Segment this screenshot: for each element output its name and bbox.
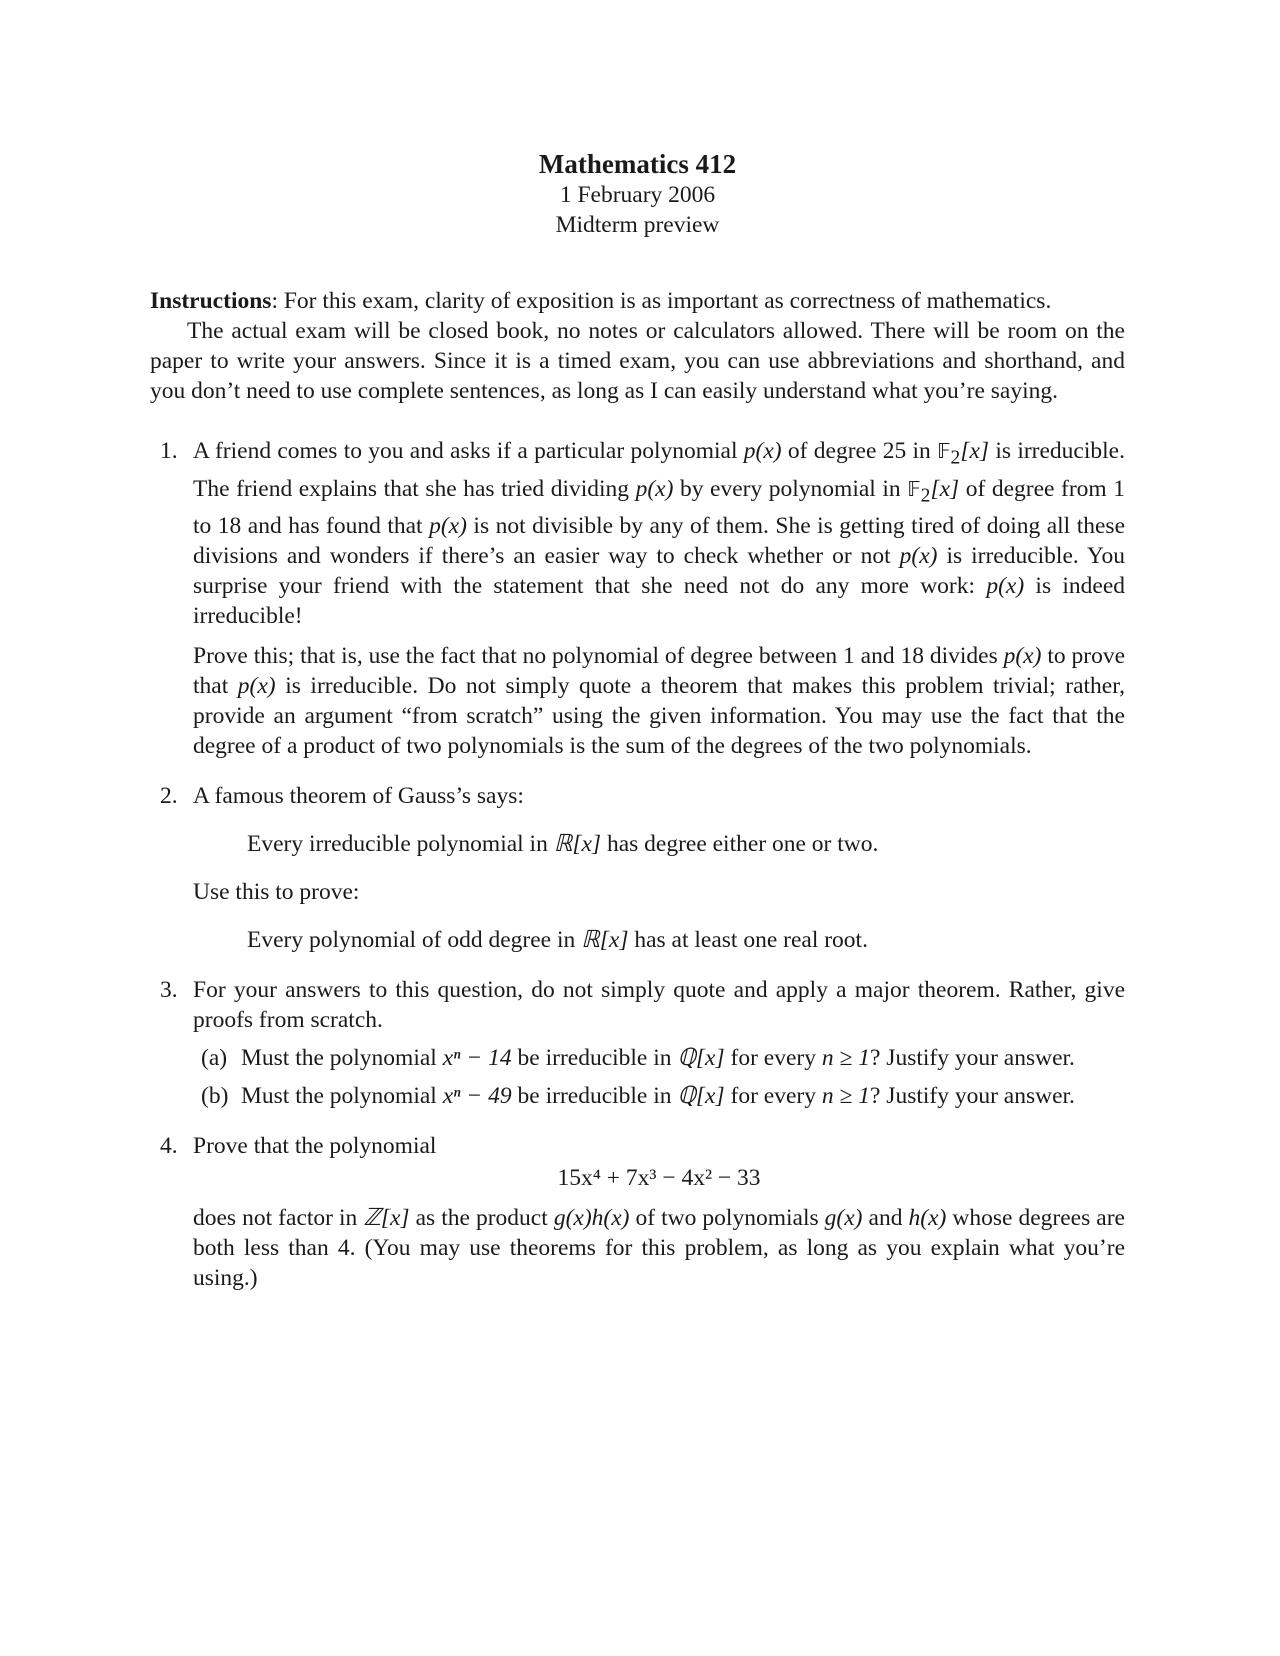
text-span: does not factor in [193,1205,364,1232]
problem-4-intro: Prove that the polynomial [193,1133,437,1160]
math-poly: xⁿ − 14 [442,1045,512,1072]
text-span: be irreducible in [511,1083,678,1110]
instructions-paragraph: The actual exam will be closed book, no notes or calculators allowed. There will be room on the paper to write your answers. Since it is a timed exam, you can use abbreviations and shorthand, and you don’t need to use complete sentences, as long as I can easily understand what you’re saying. [150,318,1125,404]
text-span: has at least one real root. [628,927,868,954]
exam-page [150,148,1125,1313]
problem-3b [193,1081,1125,1111]
text-span: to prove that [193,643,1125,700]
math-field-subscript: 2 [920,485,931,507]
text-span: Prove this; that is, use the fact that no polynomial of degree between 1 and 18 divides [193,643,1004,670]
math-field-symbol: 𝔽 [907,476,921,501]
problem-2-intro: A famous theorem of Gauss’s says: [193,783,524,810]
problem-list [150,436,1125,1293]
problem-number: 2. [160,783,178,810]
text-span: is irreducible. You surprise your friend with the statement that she need not do any more work: [193,543,1125,600]
problem-1-task [193,641,1125,761]
math-ring: ℤ[x] [363,1205,410,1232]
math-px: p(x) [743,438,782,464]
math-field-var: [x] [960,438,990,464]
text-span: and [862,1205,909,1232]
text-span: is indeed irreducible! [193,573,1125,630]
instructions-text: : For this exam, clarity of exposition is as important as correctness of mathematics. [271,288,1052,314]
math-condition: n ≥ 1 [821,1045,870,1072]
claim-quote [193,925,1125,955]
instructions-block [150,286,1125,406]
problem-number: 4. [160,1133,178,1160]
text-span: has degree either one or two. [601,831,879,858]
math-ring: ℝ[x] [553,831,602,858]
gauss-theorem-quote [193,829,1125,859]
math-poly: xⁿ − 49 [442,1083,512,1110]
problem-1-statement [193,436,1125,631]
text-span: for every [724,1045,822,1072]
problem-2 [150,781,1125,955]
math-field-symbol: 𝔽 [937,439,951,463]
text-span: of two polynomials [629,1205,825,1232]
problem-3 [150,975,1125,1111]
subpart-label: (a) [201,1045,228,1072]
math-ring: ℚ[x] [677,1045,725,1072]
exam-header [150,148,1125,240]
math-px: p(x) [429,513,467,540]
instructions-label: Instructions [150,288,272,314]
problem-number: 1. [160,438,178,464]
text-span: as the product [409,1205,554,1232]
text-span: of degree from 1 to 18 and has found that [193,475,1125,540]
problem-3a [193,1043,1125,1073]
math-field-subscript: 2 [950,447,961,469]
math-product: g(x)h(x) [553,1205,630,1232]
math-gx: g(x) [824,1205,863,1232]
math-hx: h(x) [908,1205,947,1232]
problem-2-middle: Use this to prove: [193,879,360,906]
text-span: is irreducible. Do not simply quote a theorem that makes this problem trivial; rather, provide an argument “from scratch” using the given information. You may use the fact that the degree of a product of two polynomials is the sum of the degrees of the two polynomials. [193,673,1125,760]
problem-4-statement [193,1203,1125,1293]
text-span: Every irreducible polynomial in [247,831,554,858]
math-field-var: [x] [930,475,960,502]
exam-title: Mathematics 412 [538,149,737,179]
text-span: Must the polynomial [241,1045,443,1072]
math-px: p(x) [237,673,276,700]
math-px: p(x) [899,543,938,570]
text-span: is irreducible. The friend explains that she has tried dividing [193,438,1125,502]
instructions-line [150,286,1125,316]
math-ring: ℝ[x] [581,927,629,954]
problem-number: 3. [160,977,178,1004]
problem-4 [150,1131,1125,1293]
displayed-polynomial: 15x⁴ + 7x³ − 4x² − 33 [557,1165,761,1192]
text-span: Every polynomial of odd degree in [247,927,582,954]
math-px: p(x) [1003,643,1042,670]
text-span: is not divisible by any of them. She is getting tired of doing all these divisions and wonders if there’s an easier way to check whether or not [193,513,1125,570]
exam-date: 1 February 2006 [559,182,716,208]
problem-1 [150,436,1125,761]
math-condition: n ≥ 1 [821,1083,870,1110]
math-px: p(x) [635,475,674,502]
text-span: be irreducible in [511,1045,678,1072]
math-px: p(x) [986,573,1025,600]
text-span: of degree 25 in [781,438,938,464]
text-span: whose degrees are both less than 4. (You may use theorems for this problem, as long as you explain what you’re using.) [193,1205,1125,1292]
text-span: ? Justify your answer. [870,1045,1075,1072]
exam-subtitle: Midterm preview [555,212,720,238]
math-ring: ℚ[x] [677,1083,725,1110]
text-span: ? Justify your answer. [870,1083,1075,1110]
text-span: by every polynomial in [673,475,908,502]
problem-3-intro: For your answers to this question, do not simply quote and apply a major theorem. Rather, give proofs from scratch. [193,977,1125,1034]
text-span: for every [724,1083,822,1110]
subpart-label: (b) [201,1083,229,1110]
text-span: Must the polynomial [241,1083,443,1110]
text-span: A friend comes to you and asks if a particular polynomial [193,438,744,464]
